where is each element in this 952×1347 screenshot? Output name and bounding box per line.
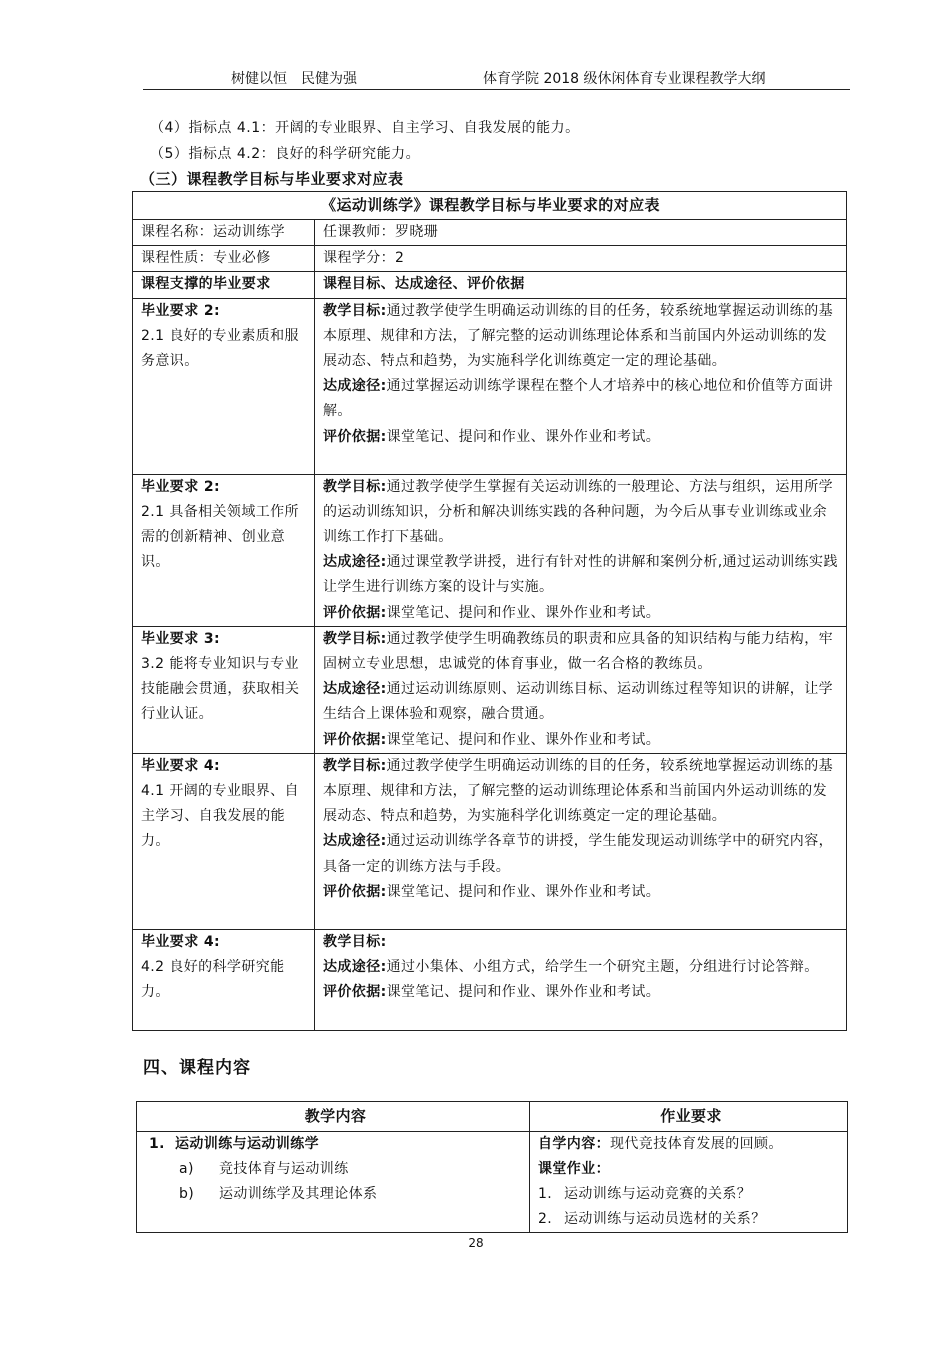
table-row — [133, 929, 847, 1030]
header-document-title: 体育学院 2018 级休闲体育专业课程教学大纲 — [483, 71, 766, 87]
path-label: 达成途径: — [323, 554, 387, 571]
indicator-line-4: （4）指标点 4.1：开阔的专业眼界、自主学习、自我发展的能力。 — [150, 120, 580, 136]
sub-item-text: 竞技体育与运动训练 — [219, 1161, 349, 1177]
list-item — [145, 1182, 526, 1207]
objectives-requirements-table — [132, 191, 847, 1031]
eval-label: 评价依据: — [323, 428, 387, 445]
requirement-description: 2.1 良好的专业素质和服务意识。 — [141, 327, 299, 370]
eval-label: 评价依据: — [323, 604, 387, 621]
path-text: 通过课堂教学讲授，进行有针对性的讲解和案例分析,通过运动训练实践让学生进行训练方案的设计与实施。 — [323, 554, 838, 596]
homework-text: 运动训练与运动员选材的关系？ — [564, 1211, 766, 1227]
content-column-header: 教学内容 — [137, 1102, 530, 1132]
objective-cell — [315, 298, 847, 474]
path-text: 通过运动训练学各章节的讲授，学生能发现运动训练学中的研究内容，具备一定的训练方法与手段。 — [323, 833, 834, 875]
table-row — [137, 1132, 848, 1233]
requirement-cell — [133, 298, 315, 474]
path-text: 通过运动训练原则、运动训练目标、运动训练过程等知识的讲解，让学生结合上课体验和观察，融合贯通。 — [323, 681, 834, 723]
header-motto: 树健以恒 民健为强 — [231, 71, 357, 87]
course-name-cell: 课程名称：运动训练学 — [133, 220, 315, 246]
homework-cell — [530, 1132, 848, 1233]
homework-number: 1. — [538, 1186, 553, 1202]
course-content-table — [136, 1101, 848, 1233]
table-caption: 《运动训练学》课程教学目标与毕业要求的对应表 — [133, 192, 847, 220]
page-header — [143, 68, 850, 90]
requirement-cell — [133, 474, 315, 626]
sub-item-letter: b) — [179, 1186, 195, 1202]
section-4-title: 四、课程内容 — [143, 1058, 251, 1078]
goal-text: 通过教学使学生掌握有关运动训练的一般理论、方法与组织，运用所学的运动训练知识，分析和解决训练实践的各种问题，为今后从事专业训练或业余训练工作打下基础。 — [323, 478, 834, 546]
requirement-cell — [133, 929, 315, 1030]
homework-number: 2. — [538, 1211, 553, 1227]
table-row — [133, 626, 847, 753]
course-nature-cell: 课程性质：专业必修 — [133, 246, 315, 272]
right-column-header: 课程目标、达成途径、评价依据 — [315, 272, 847, 298]
path-text: 通过小集体、小组方式，给学生一个研究主题，分组进行讨论答辩。 — [386, 959, 819, 976]
table-row — [133, 474, 847, 626]
path-text: 通过掌握运动训练学课程在整个人才培养中的核心地位和价值等方面讲解。 — [323, 378, 834, 420]
left-column-header: 课程支撑的毕业要求 — [133, 272, 315, 298]
eval-label: 评价依据: — [323, 984, 387, 1001]
sub-item-letter: a) — [179, 1161, 194, 1177]
self-study-label: 自学内容： — [538, 1136, 610, 1152]
section-3-title: （三）课程教学目标与毕业要求对应表 — [140, 170, 404, 188]
requirement-description: 4.1 开阔的专业眼界、自主学习、自我发展的能力。 — [141, 783, 299, 850]
objective-cell — [315, 929, 847, 1030]
requirement-cell — [133, 626, 315, 753]
goal-label: 教学目标: — [323, 933, 387, 950]
list-item — [538, 1182, 844, 1207]
table-row — [133, 753, 847, 929]
goal-text: 通过教学使学生明确教练员的职责和应具备的知识结构与能力结构，牢固树立专业思想，忠诚党的体育事业，做一名合格的教练员。 — [323, 630, 834, 673]
path-label: 达成途径: — [323, 833, 387, 850]
requirement-description: 2.1 具备相关领域工作所需的创新精神、创业意识。 — [141, 503, 299, 571]
content-cell — [137, 1132, 530, 1233]
goal-label: 教学目标: — [323, 757, 387, 774]
path-label: 达成途径: — [323, 959, 387, 976]
eval-label: 评价依据: — [323, 731, 387, 748]
objective-cell — [315, 626, 847, 753]
eval-text: 课堂笔记、提问和作业、课外作业和考试。 — [386, 883, 661, 900]
requirement-cell — [133, 753, 315, 929]
requirement-description: 4.2 良好的科学研究能力。 — [141, 959, 285, 1001]
requirement-title: 毕业要求 2: — [141, 478, 221, 495]
path-label: 达成途径: — [323, 681, 387, 698]
sub-item-text: 运动训练学及其理论体系 — [219, 1186, 378, 1202]
list-item — [145, 1157, 526, 1182]
page-number: 28 — [468, 1236, 484, 1250]
homework-label: 课堂作业： — [538, 1161, 610, 1177]
goal-label: 教学目标: — [323, 630, 387, 647]
topic-title: 运动训练与运动训练学 — [175, 1136, 319, 1152]
topic-number: 1. — [149, 1136, 165, 1152]
requirement-title: 毕业要求 2: — [141, 302, 221, 319]
goal-label: 教学目标: — [323, 302, 387, 319]
goal-text: 通过教学使学生明确运动训练的目的任务，较系统地掌握运动训练的基本原理、规律和方法，了解完整的运动训练理论体系和当前国内外运动训练的发展动态、特点和趋势，为实施科学化训练奠定一定的理论基础。 — [323, 757, 834, 825]
eval-text: 课堂笔记、提问和作业、课外作业和考试。 — [386, 604, 661, 621]
homework-column-header: 作业要求 — [530, 1102, 848, 1132]
path-label: 达成途径: — [323, 378, 387, 395]
indicator-line-5: （5）指标点 4.2：良好的科学研究能力。 — [150, 146, 421, 162]
goal-text: 通过教学使学生明确运动训练的目的任务，较系统地掌握运动训练的基本原理、规律和方法，了解完整的运动训练理论体系和当前国内外运动训练的发展动态、特点和趋势，为实施科学化训练奠定一定的理论基础。 — [323, 302, 834, 370]
objective-cell — [315, 474, 847, 626]
list-item — [538, 1207, 844, 1232]
requirement-title: 毕业要求 4: — [141, 933, 221, 950]
requirement-title: 毕业要求 3: — [141, 630, 221, 647]
requirement-title: 毕业要求 4: — [141, 757, 221, 774]
objective-cell — [315, 753, 847, 929]
homework-text: 运动训练与运动竞赛的关系？ — [564, 1186, 752, 1202]
eval-text: 课堂笔记、提问和作业、课外作业和考试。 — [386, 428, 661, 445]
table-row — [133, 298, 847, 474]
requirement-description: 3.2 能将专业知识与专业技能融会贯通，获取相关行业认证。 — [141, 656, 300, 723]
goal-label: 教学目标: — [323, 478, 387, 495]
eval-text: 课堂笔记、提问和作业、课外作业和考试。 — [386, 731, 661, 748]
eval-text: 课堂笔记、提问和作业、课外作业和考试。 — [386, 984, 661, 1001]
teacher-cell: 任课教师：罗晓珊 — [315, 220, 847, 246]
self-study-text: 现代竞技体育发展的回顾。 — [610, 1136, 783, 1152]
eval-label: 评价依据: — [323, 883, 387, 900]
credits-cell: 课程学分：2 — [315, 246, 847, 272]
